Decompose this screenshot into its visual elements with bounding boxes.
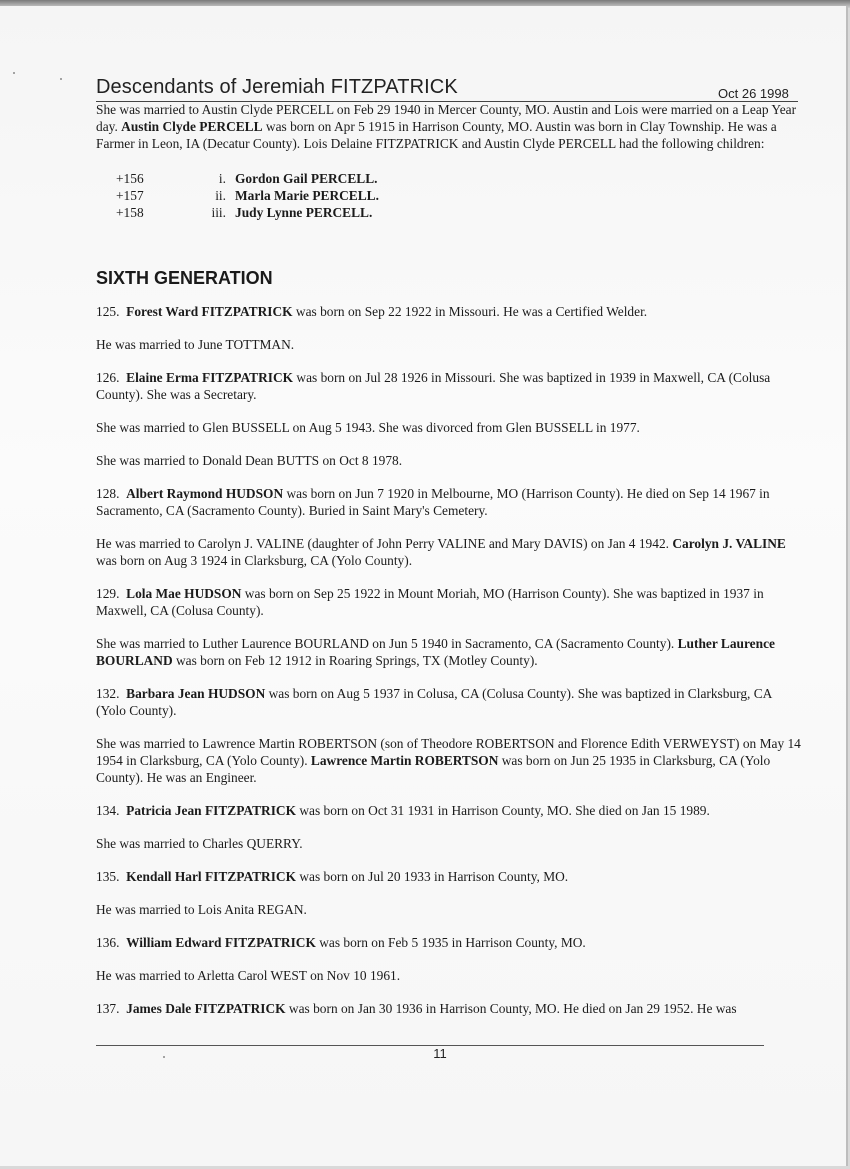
spouse-name: Luther Laurence BOURLAND (96, 636, 775, 668)
entry-129 (96, 585, 802, 619)
child-roman: iii. (211, 205, 226, 220)
entry-number: 128. (96, 486, 120, 501)
entry-125 (96, 303, 802, 320)
entry-134 (96, 802, 802, 819)
entry-name: Lola Mae HUDSON (126, 586, 242, 601)
entry-128 (96, 485, 802, 519)
child-row (96, 187, 802, 204)
entry-text: was born on Aug 5 1937 in Colusa, CA (Colusa County). She was baptized in Clarksburg, CA (Yolo County). (96, 686, 772, 718)
marriage-text-cont: was born on Aug 3 1924 in Clarksburg, CA (Yolo County). (96, 553, 413, 568)
entry-name: William Edward FITZPATRICK (126, 935, 316, 950)
intro-text-cont: was born on Apr 5 1915 in Harrison County, MO. Austin was born in Clay Township. He was a Farmer in Leon, IA (Decatur County). Lois Delaine FITZPATRICK and Austin Clyde PERCELL had the following children: (96, 119, 777, 151)
entry-126 (96, 369, 802, 403)
entry-number: 125. (96, 304, 120, 319)
child-number: +156 (116, 171, 144, 186)
marriage-text: She was married to Lawrence Martin ROBERTSON (son of Theodore ROBERTSON and Florence Edith VERWEYST) on May 14 1954 in Clarksburg, CA (Yolo County). (96, 736, 801, 768)
entry-126-marriage-2: She was married to Donald Dean BUTTS on Oct 8 1978. (96, 453, 403, 468)
entry-name: Patricia Jean FITZPATRICK (126, 803, 296, 818)
entry-name: James Dale FITZPATRICK (126, 1001, 286, 1016)
spouse-name: Carolyn J. VALINE (672, 536, 786, 551)
entry-125-marriage: He was married to June TOTTMAN. (96, 337, 295, 352)
entry-number: 129. (96, 586, 120, 601)
entry-name: Forest Ward FITZPATRICK (126, 304, 293, 319)
entry-text: was born on Feb 5 1935 in Harrison County, MO. (315, 935, 586, 950)
entry-number: 134. (96, 803, 120, 818)
document-body (96, 101, 802, 1017)
entry-text: was born on Jul 28 1926 in Missouri. She was baptized in 1939 in Maxwell, CA (Colusa County). She was a Secretary. (96, 370, 771, 402)
entry-name: Elaine Erma FITZPATRICK (126, 370, 294, 385)
entry-name: Barbara Jean HUDSON (126, 686, 266, 701)
entry-136 (96, 934, 802, 951)
entry-number: 136. (96, 935, 120, 950)
entry-126-marriage-1: She was married to Glen BUSSELL on Aug 5 1943. She was divorced from Glen BUSSELL in 1977. (96, 420, 640, 435)
entry-135 (96, 868, 802, 885)
scan-speck (60, 78, 62, 80)
document-date: Oct 26 1998 (718, 86, 789, 101)
entry-136-marriage: He was married to Arletta Carol WEST on Nov 10 1961. (96, 968, 401, 983)
entry-132-marriage (96, 735, 802, 786)
spouse-name: Lawrence Martin ROBERTSON (310, 753, 499, 768)
entry-text: was born on Sep 25 1922 in Mount Moriah, MO (Harrison County). She was baptized in 1937 in Maxwell, CA (Colusa County). (96, 586, 764, 618)
entry-128-marriage (96, 535, 802, 569)
section-heading: SIXTH GENERATION (96, 268, 273, 288)
marriage-text-cont: was born on Feb 12 1912 in Roaring Springs, TX (Motley County). (172, 653, 538, 668)
child-name: Judy Lynne PERCELL. (235, 205, 373, 220)
entry-129-marriage (96, 635, 802, 669)
child-name: Marla Marie PERCELL. (235, 188, 379, 203)
marriage-text: She was married to Luther Laurence BOURLAND on Jun 5 1940 in Sacramento, CA (Sacramento County). (96, 636, 678, 651)
child-name: Gordon Gail PERCELL. (235, 171, 378, 186)
child-roman: ii. (215, 188, 226, 203)
child-number: +158 (116, 205, 144, 220)
entry-text: was born on Oct 31 1931 in Harrison County, MO. She died on Jan 15 1989. (296, 803, 710, 818)
entry-text: was born on Jan 30 1936 in Harrison County, MO. He died on Jan 29 1952. He was (285, 1001, 737, 1016)
entry-number: 126. (96, 370, 120, 385)
entry-name: Albert Raymond HUDSON (126, 486, 284, 501)
child-row (96, 170, 802, 187)
entry-number: 135. (96, 869, 120, 884)
marriage-text-cont: was born on Jun 25 1935 in Clarksburg, CA (Yolo County). He was an Engineer. (96, 753, 771, 785)
entry-name: Kendall Harl FITZPATRICK (126, 869, 297, 884)
entry-number: 132. (96, 686, 120, 701)
intro-text: She was married to Austin Clyde PERCELL on Feb 29 1940 in Mercer County, MO. Austin and Lois were married on a Leap Year day. (96, 102, 797, 134)
entry-text: was born on Jun 7 1920 in Melbourne, MO (Harrison County). He died on Sep 14 1967 in Sacramento, CA (Sacramento County). Buried in Saint Mary's Cemetery. (96, 486, 770, 518)
entry-135-marriage: He was married to Lois Anita REGAN. (96, 902, 307, 917)
child-roman: i. (218, 171, 226, 186)
entry-text: was born on Jul 20 1933 in Harrison County, MO. (296, 869, 569, 884)
child-row (96, 204, 802, 221)
child-number: +157 (116, 188, 144, 203)
entry-137 (96, 1000, 802, 1017)
entry-132 (96, 685, 802, 719)
entry-number: 137. (96, 1001, 120, 1016)
entry-text: was born on Sep 22 1922 in Missouri. He was a Certified Welder. (292, 304, 648, 319)
scan-speck (163, 1056, 165, 1058)
marriage-text: He was married to Carolyn J. VALINE (daughter of John Perry VALINE and Mary DAVIS) on Jan 4 1942. (96, 536, 673, 551)
intro-paragraph (96, 101, 802, 152)
entry-134-marriage: She was married to Charles QUERRY. (96, 836, 303, 851)
document-title: Descendants of Jeremiah FITZPATRICK (96, 76, 458, 98)
intro-bold-name: Austin Clyde PERCELL (121, 119, 263, 134)
scan-speck (13, 72, 15, 74)
page-number: 11 (433, 1046, 447, 1061)
children-list (96, 170, 802, 221)
